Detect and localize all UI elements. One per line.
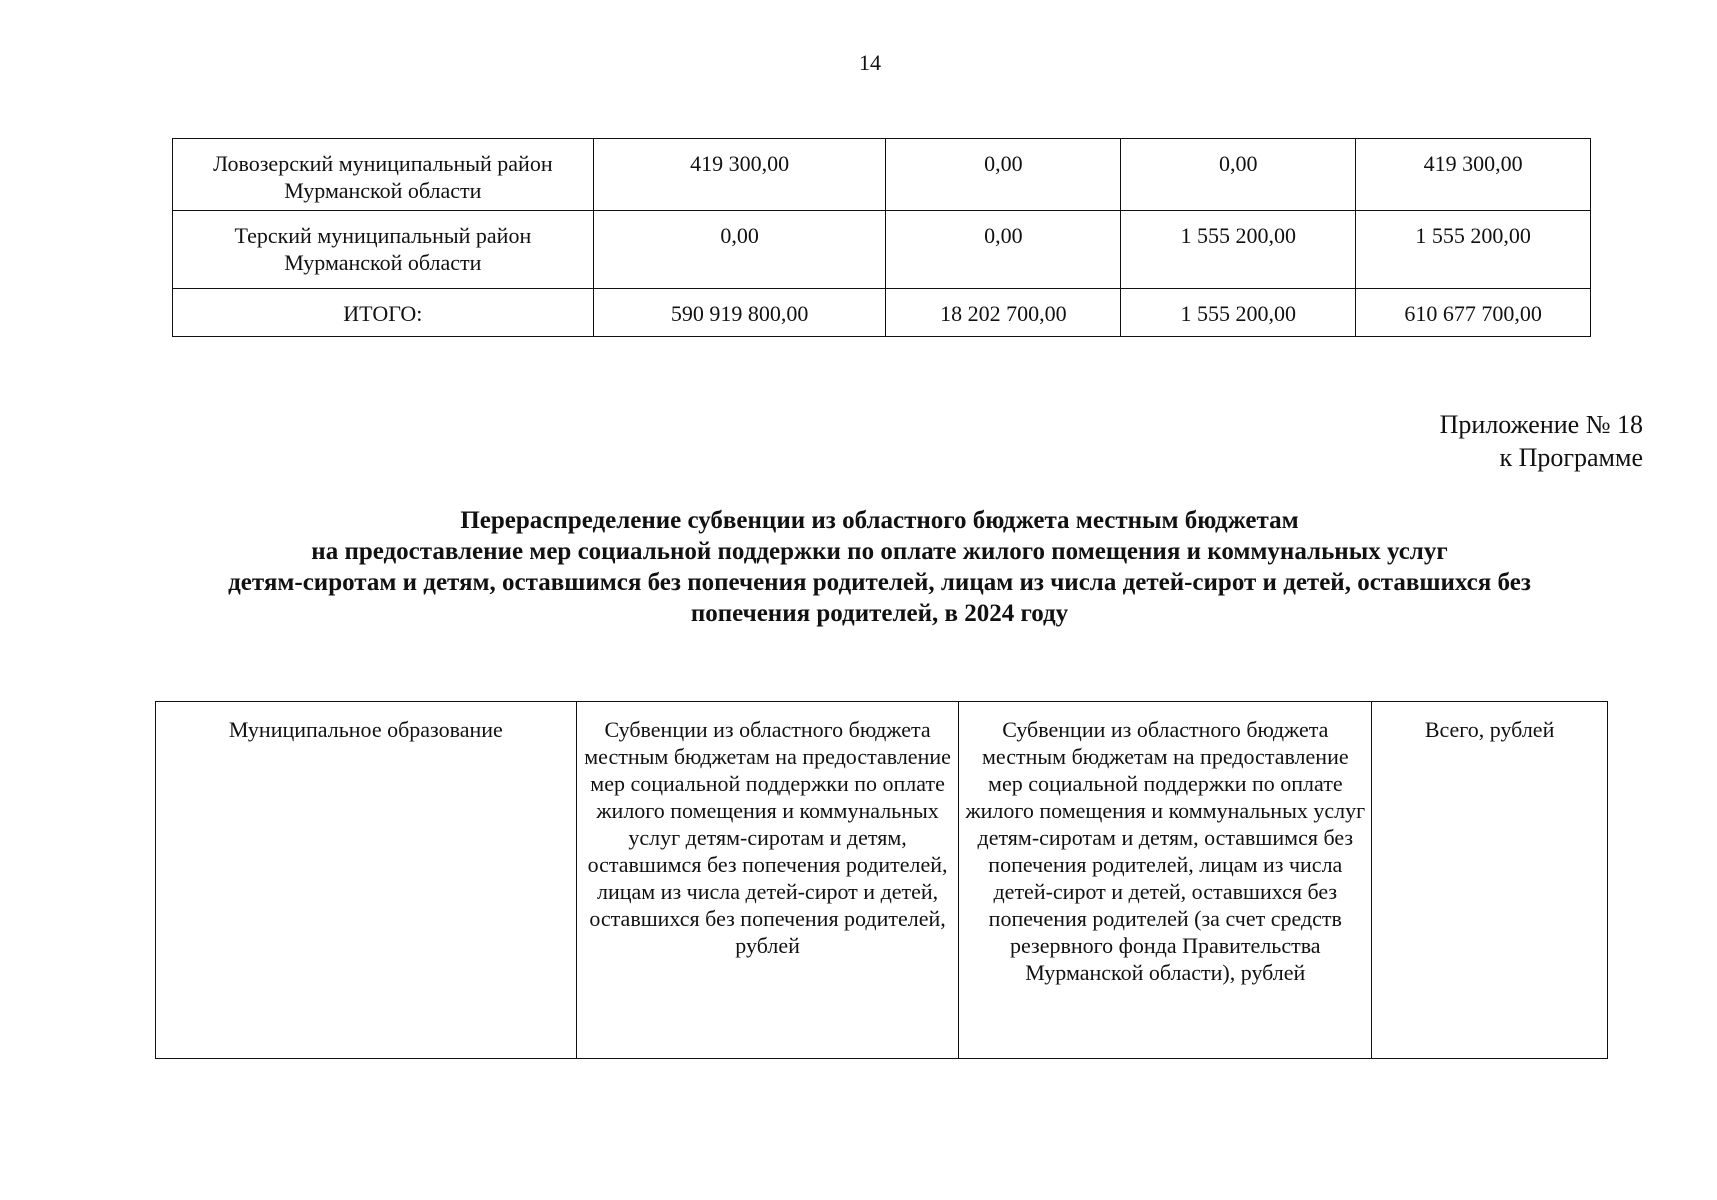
column-header-subventions: Субвенции из областного бюджета местным бюджетам на предоставление мер социальной поддержки по оплате жилого помещения и коммунальных услуг детям-сиротам и детям, оставшимся без попечения родителей, лицам из числа детей-сирот и детей, оставшихся без попечения родителей, рублей	[576, 702, 959, 1059]
header-row	[156, 702, 1608, 1059]
table-row	[173, 139, 1591, 211]
value-cell: 1 555 200,00	[1356, 211, 1591, 289]
municipality-cell: Терский муниципальный район Мурманской области	[173, 211, 594, 289]
value-cell: 0,00	[593, 211, 886, 289]
value-cell: 0,00	[886, 139, 1121, 211]
column-header-reserve-fund-subventions: Субвенции из областного бюджета местным бюджетам на предоставление мер социальной поддержки по оплате жилого помещения и коммунальных услуг детям-сиротам и детям, оставшимся без попечения родителей, лицам из числа детей-сирот и детей, оставшихся без попечения родителей (за счет средств резервного фонда Правительства Мурманской области), рублей	[959, 702, 1372, 1059]
total-label-cell: ИТОГО:	[173, 289, 594, 337]
document-title	[112, 505, 1647, 629]
value-cell: 419 300,00	[593, 139, 886, 211]
title-line: детям-сиротам и детям, оставшимся без попечения родителей, лицам из числа детей-сирот и детей, оставшихся без	[228, 569, 1531, 596]
total-value-cell: 18 202 700,00	[886, 289, 1121, 337]
title-line: на предоставление мер социальной поддержки по оплате жилого помещения и коммунальных услуг	[311, 538, 1448, 565]
title-line: попечения родителей, в 2024 году	[690, 600, 1069, 627]
page-number: 14	[859, 50, 881, 75]
total-value-cell: 590 919 800,00	[593, 289, 886, 337]
appendix-note	[1440, 408, 1643, 474]
appendix-number: Приложение № 18	[1439, 410, 1643, 439]
municipality-cell: Ловозерский муниципальный район Мурманской области	[173, 139, 594, 211]
value-cell: 0,00	[886, 211, 1121, 289]
appendix-reference: к Программе	[1499, 443, 1643, 472]
total-value-cell: 1 555 200,00	[1121, 289, 1356, 337]
table-row	[173, 211, 1591, 289]
column-header-municipality: Муниципальное образование	[156, 702, 577, 1059]
value-cell: 419 300,00	[1356, 139, 1591, 211]
value-cell: 1 555 200,00	[1121, 211, 1356, 289]
main-table	[155, 701, 1608, 1059]
total-value-cell: 610 677 700,00	[1356, 289, 1591, 337]
value-cell: 0,00	[1121, 139, 1356, 211]
top-table	[172, 138, 1591, 337]
title-line: Перераспределение субвенции из областного бюджета местным бюджетам	[460, 507, 1299, 534]
total-row	[173, 289, 1591, 337]
column-header-total: Всего, рублей	[1372, 702, 1608, 1059]
